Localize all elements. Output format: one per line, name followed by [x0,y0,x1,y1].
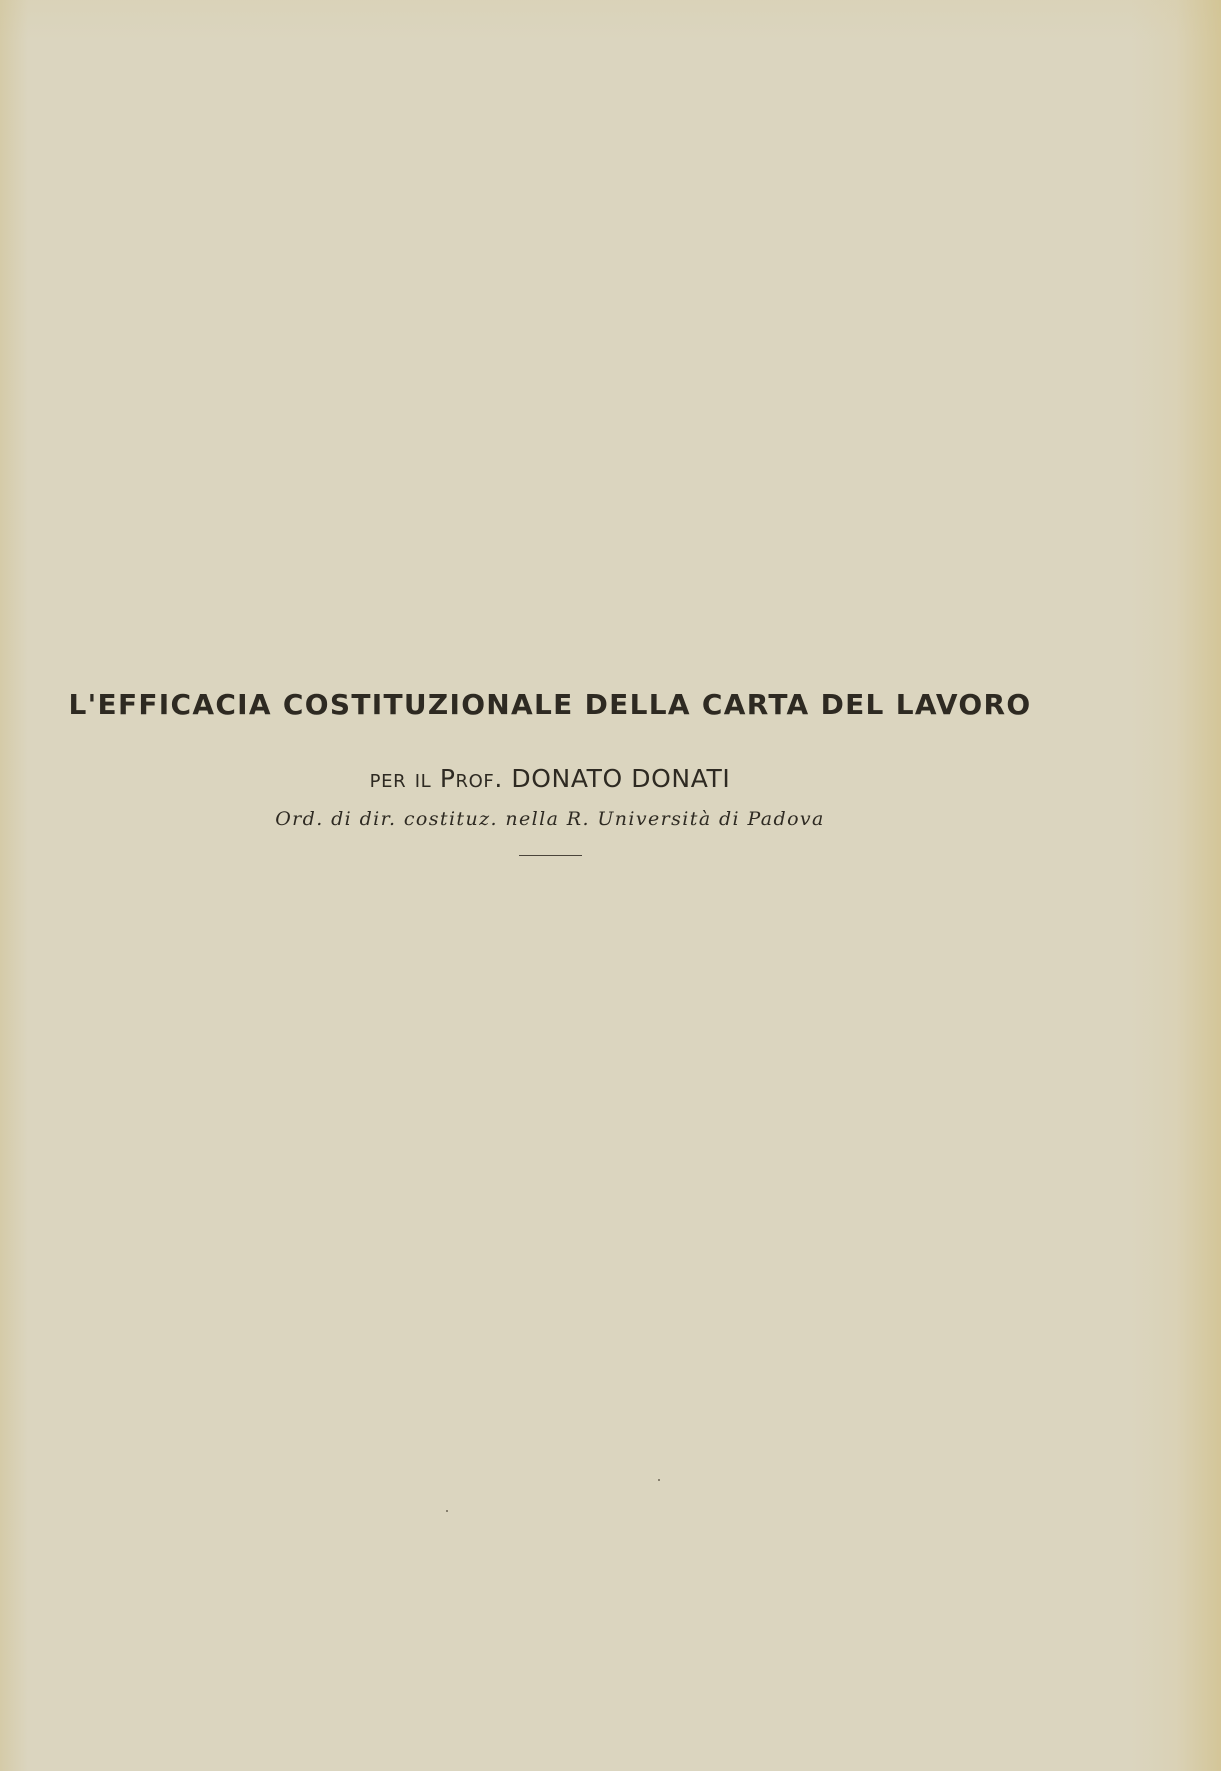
byline-prefix: per il Prof. [369,764,503,793]
author-name: DONATO DONATI [511,764,731,793]
byline [0,764,1100,793]
author-affiliation: Ord. di dir. costituz. nella R. Università di Padova [275,808,825,830]
paper-speck [446,1510,448,1512]
separator-rule [519,855,582,856]
paper-speck [658,1479,660,1481]
article-title: L'EFFICACIA COSTITUZIONALE DELLA CARTA DEL LAVORO [68,688,1032,721]
